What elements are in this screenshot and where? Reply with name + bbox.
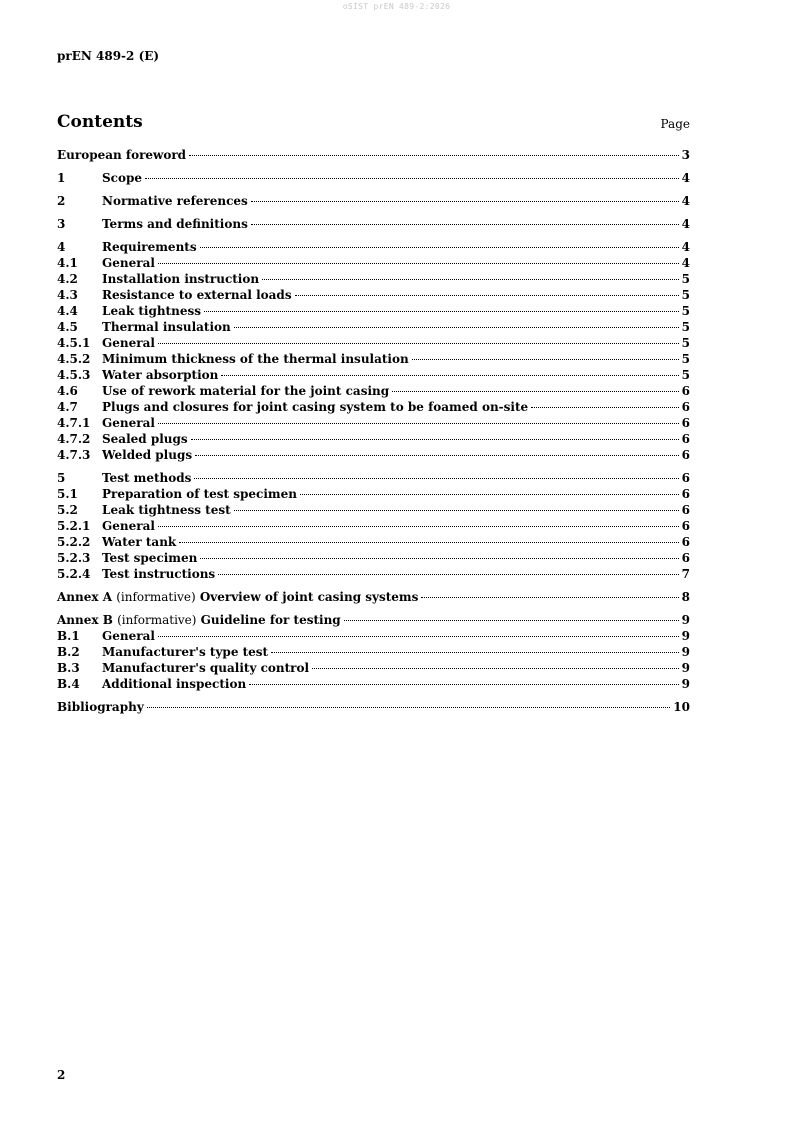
toc-entry-title: General [102,629,155,643]
toc-entry[interactable] [57,335,690,351]
toc-entry[interactable] [57,566,690,582]
toc-entry-title: Scope [102,171,143,185]
toc-entry-title: Test methods [102,471,192,485]
toc-entry[interactable] [57,170,690,186]
toc-entry-number: B.3 [57,661,80,675]
toc-entry-title: Terms and definitions [102,217,248,231]
toc-entry-title: Normative references [102,194,248,208]
toc-entry-title: Requirements [102,240,197,254]
toc-entry[interactable] [57,415,690,431]
page-number: 2 [57,1068,66,1082]
toc-entry-number: 5 [57,471,66,485]
dot-leader [249,684,678,685]
toc-entry-number: 4.7.2 [57,432,91,446]
toc-entry-title: General [102,519,155,533]
dot-leader [300,494,679,495]
toc-entry-number: 1 [57,171,66,185]
toc-entry[interactable] [57,660,690,676]
toc-entry-title: Sealed plugs [102,432,188,446]
toc-entry-number: 4.2 [57,272,78,286]
dot-leader [234,327,679,328]
toc-entry-number: 5.2.4 [57,567,91,581]
toc-entry[interactable] [57,644,690,660]
toc-entry-page: 9 [681,645,690,659]
toc-entry[interactable] [57,628,690,644]
toc-entry-page: 3 [681,148,690,162]
toc-entry[interactable] [57,699,690,715]
dot-leader [147,707,671,708]
toc-entry-title: General [102,416,155,430]
toc-entry-page: 5 [681,352,690,366]
toc-entry-number: B.2 [57,645,80,659]
page-column-label: Page [660,117,690,131]
annex-title: Guideline for testing [200,613,341,627]
toc-entry-page: 5 [681,304,690,318]
dot-leader [412,359,679,360]
toc-entry-page: 5 [681,272,690,286]
dot-leader [234,510,679,511]
dot-leader [189,155,679,156]
toc-entry-title: Welded plugs [102,448,193,462]
toc-entry-number: 4.7 [57,400,78,414]
toc-entry-page: 9 [681,613,690,627]
toc-entry[interactable] [57,216,690,232]
toc-entry[interactable] [57,367,690,383]
dot-leader [191,439,679,440]
dot-leader [158,423,679,424]
toc-entry-page: 4 [681,256,690,270]
toc-entry[interactable] [57,431,690,447]
toc-entry-number: 4 [57,240,66,254]
toc-entry[interactable] [57,303,690,319]
toc-entry-number: 5.2.1 [57,519,91,533]
toc-entry-title: General [102,256,155,270]
toc-entry-number: B.1 [57,629,80,643]
toc-entry-page: 6 [681,503,690,517]
toc-entry[interactable] [57,502,690,518]
toc-entry-number: 4.7.3 [57,448,91,462]
toc-entry-number: 4.4 [57,304,78,318]
toc-entry-number: B.4 [57,677,80,691]
toc-entry[interactable] [57,255,690,271]
dot-leader [262,279,679,280]
toc-entry[interactable] [57,676,690,692]
toc-entry-number: 4.1 [57,256,78,270]
contents-heading: Contents [57,112,143,132]
dot-leader [158,263,679,264]
toc-entry[interactable] [57,518,690,534]
toc-entry-title [57,589,418,605]
toc-entry-page: 6 [681,551,690,565]
toc-entry-title: Leak tightness [102,304,201,318]
toc-entry-title: Minimum thickness of the thermal insulation [102,352,409,366]
toc-entry-number: 4.5 [57,320,78,334]
toc-entry-page: 6 [681,400,690,414]
dot-leader [158,526,679,527]
toc-entry-title [57,612,341,628]
toc-entry-page: 4 [681,194,690,208]
toc-entry-page: 5 [681,288,690,302]
toc-entry[interactable] [57,147,690,163]
toc-entry[interactable] [57,319,690,335]
dot-leader [392,391,679,392]
dot-leader [295,295,679,296]
toc-entry[interactable] [57,239,690,255]
toc-entry-title: Manufacturer's type test [102,645,269,659]
dot-leader [194,478,678,479]
dot-leader [271,652,679,653]
dot-leader [531,407,678,408]
toc-entry-title: Resistance to external loads [102,288,292,302]
toc-entry-number: 5.2.3 [57,551,91,565]
toc-entry-title: Water absorption [102,368,219,382]
toc-entry-page: 8 [681,590,690,604]
toc-entry-page: 4 [681,217,690,231]
toc-entry-title: Additional inspection [102,677,247,691]
toc-entry-page: 6 [681,432,690,446]
toc-entry-title: Test instructions [102,567,216,581]
toc-entry-page: 9 [681,677,690,691]
dot-leader [344,620,679,621]
toc-entry-page: 6 [681,487,690,501]
toc-entry-number: 5.1 [57,487,78,501]
toc-entry-number: 2 [57,194,66,208]
toc-entry-page: 4 [681,171,690,185]
dot-leader [251,224,679,225]
toc-entry-number: 5.2 [57,503,78,517]
toc-entry-title: Thermal insulation [102,320,231,334]
toc-entry-title: General [102,336,155,350]
dot-leader [195,455,679,456]
toc-entry[interactable] [57,470,690,486]
dot-leader [204,311,679,312]
toc-entry[interactable] [57,486,690,502]
toc-entry-number: 4.5.3 [57,368,91,382]
toc-entry-page: 6 [681,416,690,430]
toc-entry-page: 9 [681,661,690,675]
toc-entry-page: 6 [681,448,690,462]
toc-entry[interactable] [57,193,690,209]
dot-leader [179,542,678,543]
toc-entry[interactable] [57,351,690,367]
toc-entry-number: 3 [57,217,66,231]
annex-title: Overview of joint casing systems [199,590,419,604]
toc-entry-page: 6 [681,471,690,485]
toc-entry-title: European foreword [57,148,187,162]
toc-entry[interactable] [57,612,690,628]
dot-leader [145,178,679,179]
toc-entry-title: Test specimen [102,551,198,565]
toc-entry-page: 7 [681,567,690,581]
dot-leader [158,636,679,637]
toc-entry-title: Bibliography [57,700,144,714]
watermark: oSIST prEN 489-2:2026 [342,2,451,11]
dot-leader [218,574,678,575]
toc-entry-number: 5.2.2 [57,535,91,549]
toc-entry-title: Water tank [102,535,177,549]
toc-entry-page: 5 [681,368,690,382]
toc-entry[interactable] [57,550,690,566]
dot-leader [200,247,679,248]
toc-entry[interactable] [57,447,690,463]
toc-entry[interactable] [57,287,690,303]
toc-entry-page: 10 [673,700,690,714]
toc-entry[interactable] [57,383,690,399]
toc-entry-page: 6 [681,519,690,533]
toc-entry-title: Preparation of test specimen [102,487,297,501]
annex-label: Annex A [57,590,113,604]
toc-entry-title: Installation instruction [102,272,260,286]
toc-entry[interactable] [57,271,690,287]
annex-label: Annex B [57,613,113,627]
annex-informative-note: (informative) [117,613,197,627]
toc-entry-title: Leak tightness test [102,503,231,517]
toc-entry-number: 4.7.1 [57,416,91,430]
dot-leader [221,375,678,376]
toc-entry-number: 4.5.2 [57,352,91,366]
toc-entry[interactable] [57,534,690,550]
toc-entry-number: 4.5.1 [57,336,91,350]
toc-entry-page: 6 [681,535,690,549]
document-id: prEN 489-2 (E) [57,49,160,63]
dot-leader [251,201,679,202]
annex-informative-note: (informative) [116,590,196,604]
toc-entry-number: 4.3 [57,288,78,302]
toc-entry-page: 5 [681,320,690,334]
toc-entry-title: Plugs and closures for joint casing system to be foamed on-site [102,400,529,414]
toc-entry[interactable] [57,399,690,415]
toc-entry[interactable] [57,589,690,605]
toc-entry-page: 5 [681,336,690,350]
dot-leader [158,343,679,344]
toc-entry-number: 4.6 [57,384,78,398]
toc-entry-page: 6 [681,384,690,398]
toc-entry-page: 4 [681,240,690,254]
table-of-contents [57,147,690,715]
dot-leader [421,597,678,598]
toc-entry-title: Manufacturer's quality control [102,661,310,675]
dot-leader [312,668,679,669]
dot-leader [200,558,678,559]
toc-entry-page: 9 [681,629,690,643]
toc-entry-title: Use of rework material for the joint casing [102,384,390,398]
